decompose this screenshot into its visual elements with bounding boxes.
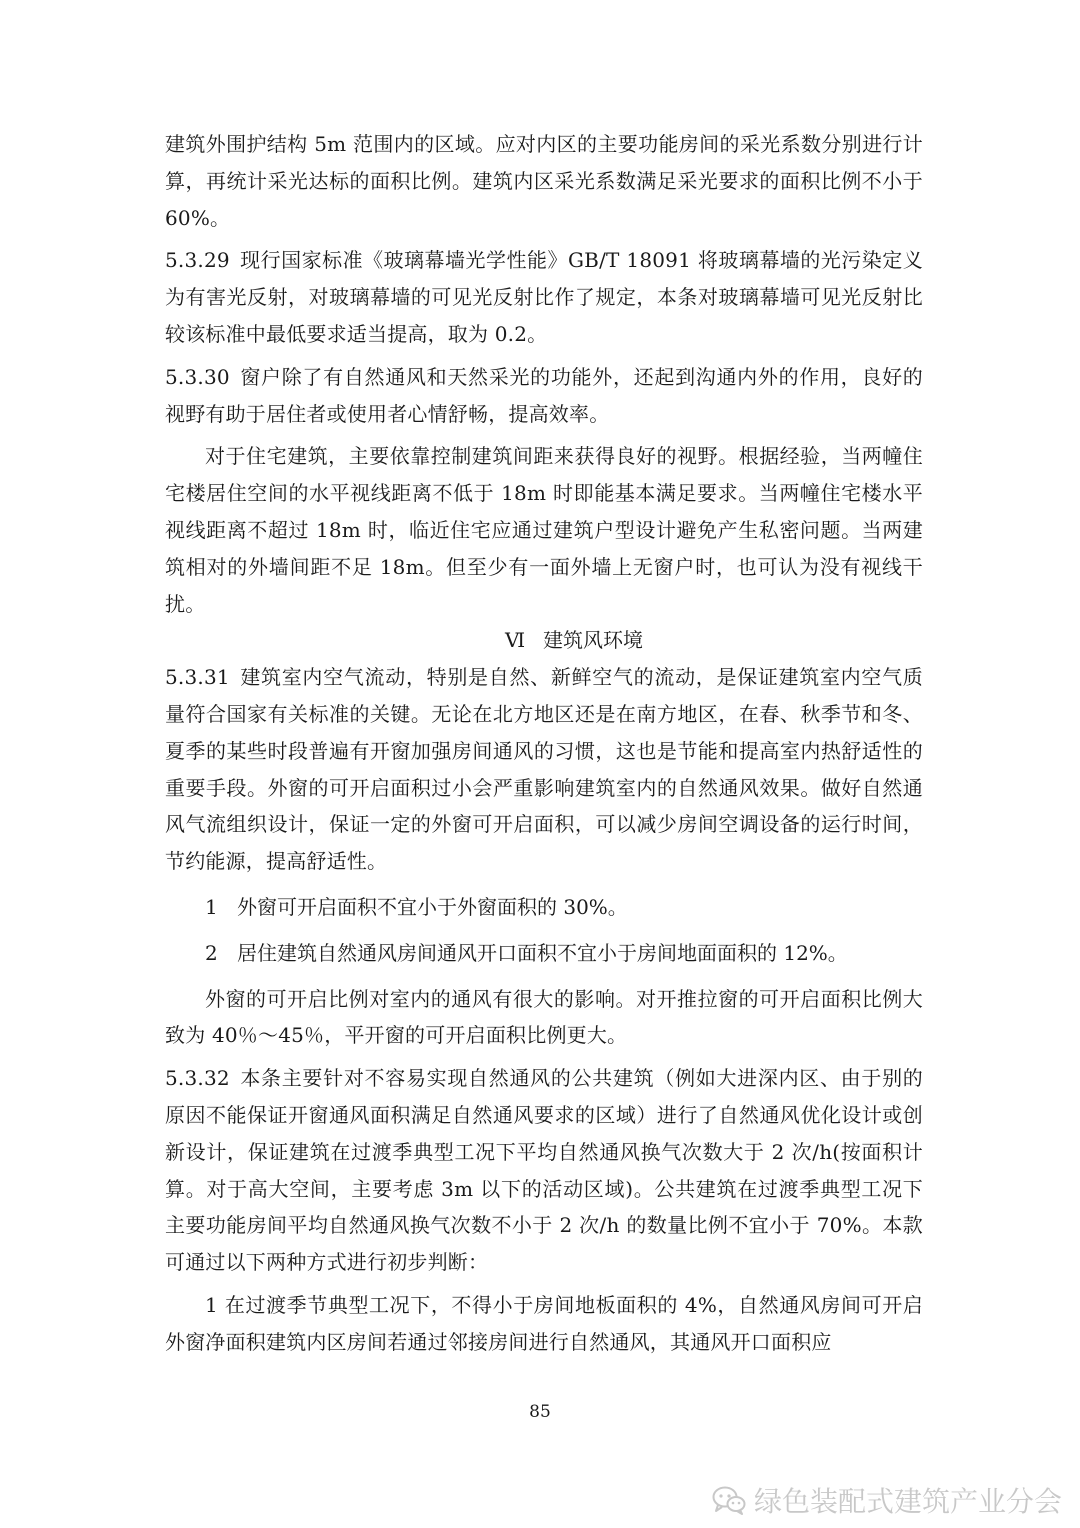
clause-5-3-30 (165, 359, 923, 433)
watermark (712, 1480, 1062, 1520)
clause-number: 5.3.32 (165, 1066, 230, 1091)
section-title: 建筑风环境 (543, 628, 644, 653)
clause-text: 本条主要针对不容易实现自然通风的公共建筑（例如大进深内区、由于别的原因不能保证开窗通风面积满足自然通风要求的区域）进行了自然通风优化设计或创新设计，保证建筑在过渡季典型工况下平均自然通风换气次数大于 2 次/h(按面积计算。对于高大空间，主要考虑 3m 以下的活动区域)。公共建筑在过渡季典型工况下主要功能房间平均自然通风换气次数不小于 2 次/h 的数量比例不宜小于 70%。本款可通过以下两种方式进行初步判断： (165, 1066, 923, 1275)
paragraph-text: 1 在过渡季节典型工况下，不得小于房间地板面积的 4%，自然通风房间可开启外窗净面积建筑内区房间若通过邻接房间进行自然通风，其通风开口面积应 (165, 1292, 923, 1354)
paragraph-text: 建筑外围护结构 5m 范围内的区域。应对内区的主要功能房间的采光系数分别进行计算，再统计采光达标的面积比例。建筑内区采光系数满足采光要求的面积比例不小于 60%。 (165, 132, 923, 230)
clause-number: 5.3.29 (165, 248, 230, 273)
page-body (165, 126, 923, 1361)
clause-text: 现行国家标准《玻璃幕墙光学性能》GB/T 18091 将玻璃幕墙的光污染定义为有害光反射，对玻璃幕墙的可见光反射比作了规定，本条对玻璃幕墙可见光反射比较该标准中最低要求适当提高，取为 0.2。 (165, 248, 923, 346)
list-item (165, 935, 923, 972)
paragraph-text: 外窗的可开启比例对室内的通风有很大的影响。对开推拉窗的可开启面积比例大致为 40％～45％，平开窗的可开启面积比例更大。 (165, 986, 923, 1048)
clause-text: 建筑室内空气流动，特别是自然、新鲜空气的流动，是保证建筑室内空气质量符合国家有关标准的关键。无论在北方地区还是在南方地区，在春、秋季节和冬、夏季的某些时段普遍有开窗加强房间通风的习惯，这也是节能和提高室内热舒适性的重要手段。外窗的可开启面积过小会严重影响建筑室内的自然通风效果。做好自然通风气流组织设计，保证一定的外窗可开启面积，可以减少房间空调设备的运行时间，节约能源，提高舒适性。 (165, 665, 923, 874)
clause-number: 5.3.31 (165, 665, 230, 690)
clause-5-3-32 (165, 1060, 923, 1281)
paragraph-window-ratio (165, 981, 923, 1055)
section-roman-numeral: Ⅵ (504, 628, 526, 653)
clause-5-3-31 (165, 659, 923, 880)
watermark-text: 绿色装配式建筑产业分会 (754, 1485, 1063, 1518)
paragraph-judgement-1 (165, 1287, 923, 1361)
wechat-icon (712, 1485, 746, 1515)
clause-5-3-29 (165, 242, 923, 352)
list-item (165, 889, 923, 926)
paragraph-text: 对于住宅建筑，主要依靠控制建筑间距来获得良好的视野。根据经验，当两幢住宅楼居住空间的水平视线距离不低于 18m 时即能基本满足要求。当两幢住宅楼水平视线距离不超过 18m 时，临近住宅应通过建筑户型设计避免产生私密问题。当两建筑相对的外墙间距不足 18m。但至少有一面外墙上无窗户时，也可认为没有视线干扰。 (165, 444, 923, 616)
clause-number: 5.3.30 (165, 364, 230, 389)
list-item-text: 外窗可开启面积不宜小于外窗面积的 30%。 (237, 894, 628, 919)
list-item-number: 2 (205, 940, 218, 965)
clause-text: 窗户除了有自然通风和天然采光的功能外，还起到沟通内外的作用，良好的视野有助于居住者或使用者心情舒畅，提高效率。 (165, 364, 923, 426)
list-item-number: 1 (205, 894, 218, 919)
paragraph-continued (165, 126, 923, 236)
paragraph-residential-view (165, 438, 923, 622)
page-number: 85 (529, 1402, 551, 1422)
list-item-text: 居住建筑自然通风房间通风开口面积不宜小于房间地面面积的 12%。 (237, 940, 848, 965)
section-heading (165, 622, 923, 659)
